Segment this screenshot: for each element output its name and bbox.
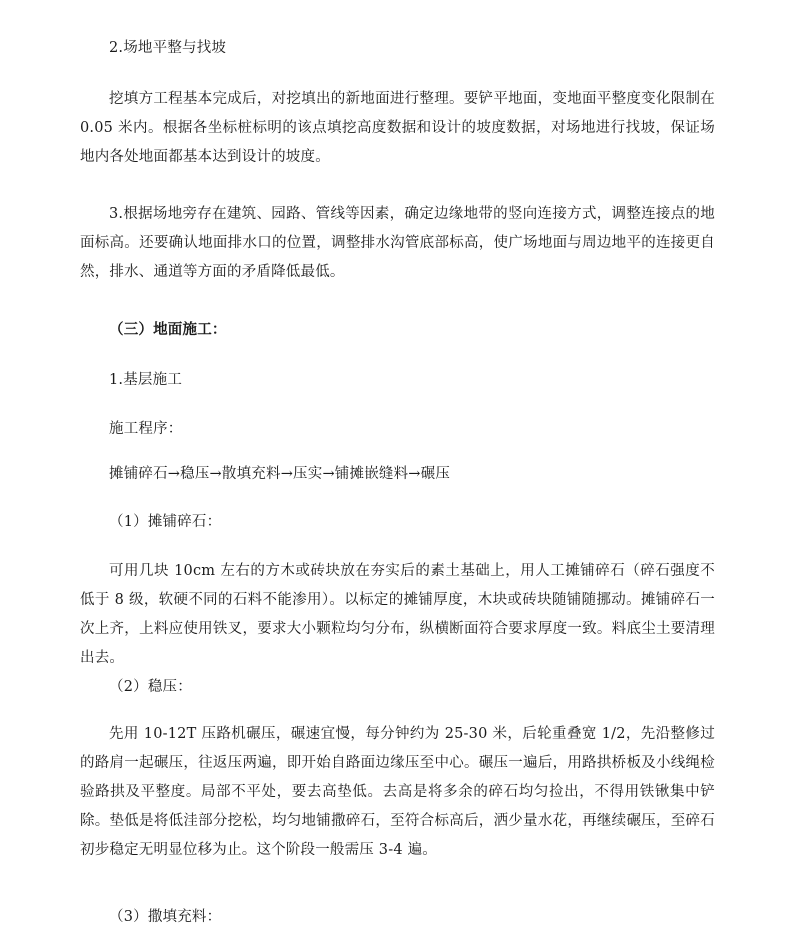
label-construction-procedure: 施工程序： <box>109 421 183 437</box>
subheading-site-leveling: 2.场地平整与找坡 <box>109 40 227 56</box>
step-heading-spread-gravel: （1）摊铺碎石： <box>109 514 222 530</box>
procedure-sequence: 摊铺碎石→稳压→散填充料→压实→铺摊嵌缝料→碾压 <box>109 466 451 482</box>
section-heading-ground-construction: （三）地面施工： <box>109 321 227 338</box>
subheading-base-construction: 1.基层施工 <box>109 372 183 388</box>
paragraph-stabilize: 先用 10-12T 压路机碾压，碾速宜慢，每分钟约为 25-30 米，后轮重叠宽 1/2，先沿整修过的路肩一起碾压，往返压两遍，即开始自路面边缘压至中心。碾压一遍后，用路拱桥板及小线绳检验路拱及平整度。局部不平处，要去高垫低。去高是将多余的碎石均匀捡出，不得用铁锹集中铲除。垫低是将低洼部分挖松，均匀地铺撒碎石，至符合标高后，洒少量水花，再继续碾压，至碎石初步稳定无明显位移为止。这个阶段一般需压 3-4 遍。 <box>80 726 715 858</box>
paragraph-leveling: 挖填方工程基本完成后，对挖填出的新地面进行整理。要铲平地面，变地面平整度变化限制在 0.05 米内。根据各坐标桩标明的该点填挖高度数据和设计的坡度数据，对场地进行找坡，保证场地内各处地面都基本达到设计的坡度。 <box>80 91 715 165</box>
step-heading-stabilize: （2）稳压： <box>109 679 192 695</box>
paragraph-spread-gravel: 可用几块 10cm 左右的方木或砖块放在夯实后的素土基础上，用人工摊铺碎石（碎石强度不低于 8 级，软硬不同的石料不能渗用）。以标定的摊铺厚度，木块或砖块随铺随挪动。摊铺碎石一次上齐，上料应使用铁叉，要求大小颗粒均匀分布，纵横断面符合要求厚度一致。料底尘土要清理出去。 <box>80 563 715 666</box>
paragraph-edge-connection: 3.根据场地旁存在建筑、园路、管线等因素，确定边缘地带的竖向连接方式，调整连接点的地面标高。还要确认地面排水口的位置，调整排水沟管底部标高，使广场地面与周边地平的连接更自然，排水、通道等方面的矛盾降低最低。 <box>80 206 715 280</box>
step-heading-filler: （3）撒填充料： <box>109 909 222 925</box>
